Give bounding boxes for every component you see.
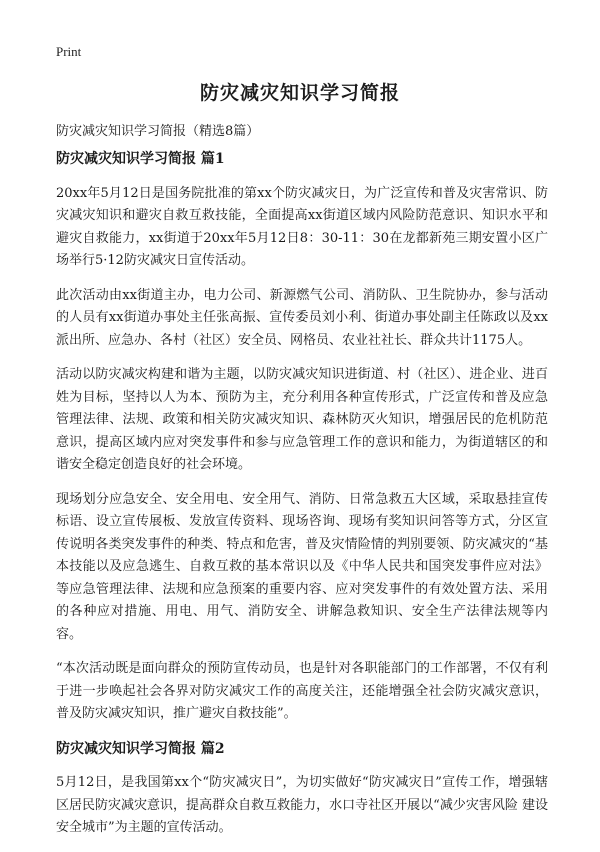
paragraph: 活动以防灾减灾构建和谐为主题，以防灾减灾知识进街道、村（社区）、进企业、进百姓为目标，坚持以人为本、预防为主，充分利用各种宣传形式，广泛宣传和普及应急管理法律、法规、政策和相关防灾减灾知识、森林防灭火知识，增强居民的危机防范意识，提高区域内应对突发事件和参与应急管理工作的意识和能力，为街道辖区的和谐安全稳定创造良好的社会环境。 [56, 367, 548, 472]
document-title: 防灾减灾知识学习简报 [199, 82, 400, 104]
paragraph: 此次活动由xx街道主办，电力公司、新源燃气公司、消防队、卫生院协办，参与活动的人员有xx街道办事处主任张高振、宣传委员刘小利、街道办事处副主任陈政以及xx派出所、应急办、各村（社区）安全员、网格员、农业社社长、群众共计1175人。 [56, 287, 548, 348]
paragraph: “本次活动既是面向群众的预防宣传动员，也是针对各职能部门的工作部署，不仅有利于进一步唤起社会各界对防灾减灾工作的高度关注，还能增强全社会防灾减灾意识，普及防灾减灾知识，推广避灾自救技能”。 [56, 661, 548, 721]
section-heading: 防灾减灾知识学习简报 篇2 [56, 740, 225, 757]
paragraph: 现场划分应急安全、安全用电、安全用气、消防、日常急救五大区域，采取悬挂宣传标语、设立宣传展板、发放宣传资料、现场咨询、现场有奖知识问答等方式，分区宣传说明各类突发事件的种类、特点和危害，普及灾情险情的判别要领、防灾减灾的“基本技能以及应急逃生、自救互救的基本常识以及《中华人民共和国突发事件应对法》等应急管理法律、法规和应急预案的重要内容、应对突发事件的有效处置方法、采用的各种应对措施、用电、用气、消防安全、讲解急救知识、安全生产法律法规等内容。 [56, 491, 548, 642]
paragraph: 5月12日，是我国第xx个“防灾减灾日”，为切实做好“防灾减灾日”宣传工作，增强辖区居民防灾减灾意识，提高群众自救互救能力，水口寺社区开展以“减少灾害风险 建设安全城市”为主题的宣传活动。 [56, 775, 548, 835]
paragraph: 20xx年5月12日是国务院批准的第xx个防灾减灾日，为广泛宣传和普及灾害常识、防灾减灾知识和避灾自救互救技能，全面提高xx街道区域内风险防范意识、知识水平和避灾自救能力，xx街道于20xx年5月12日8：30-11：30在龙都新苑三期安置小区广场举行5·12防灾减灾日宣传活动。 [56, 185, 548, 268]
document-body [56, 148, 548, 852]
section-2 [56, 738, 548, 840]
print-link[interactable]: Print [56, 44, 82, 59]
section-heading: 防灾减灾知识学习简报 篇1 [56, 151, 225, 167]
section-1 [56, 148, 548, 726]
document-subtitle: 防灾减灾知识学习简报（精选8篇） [56, 124, 260, 139]
